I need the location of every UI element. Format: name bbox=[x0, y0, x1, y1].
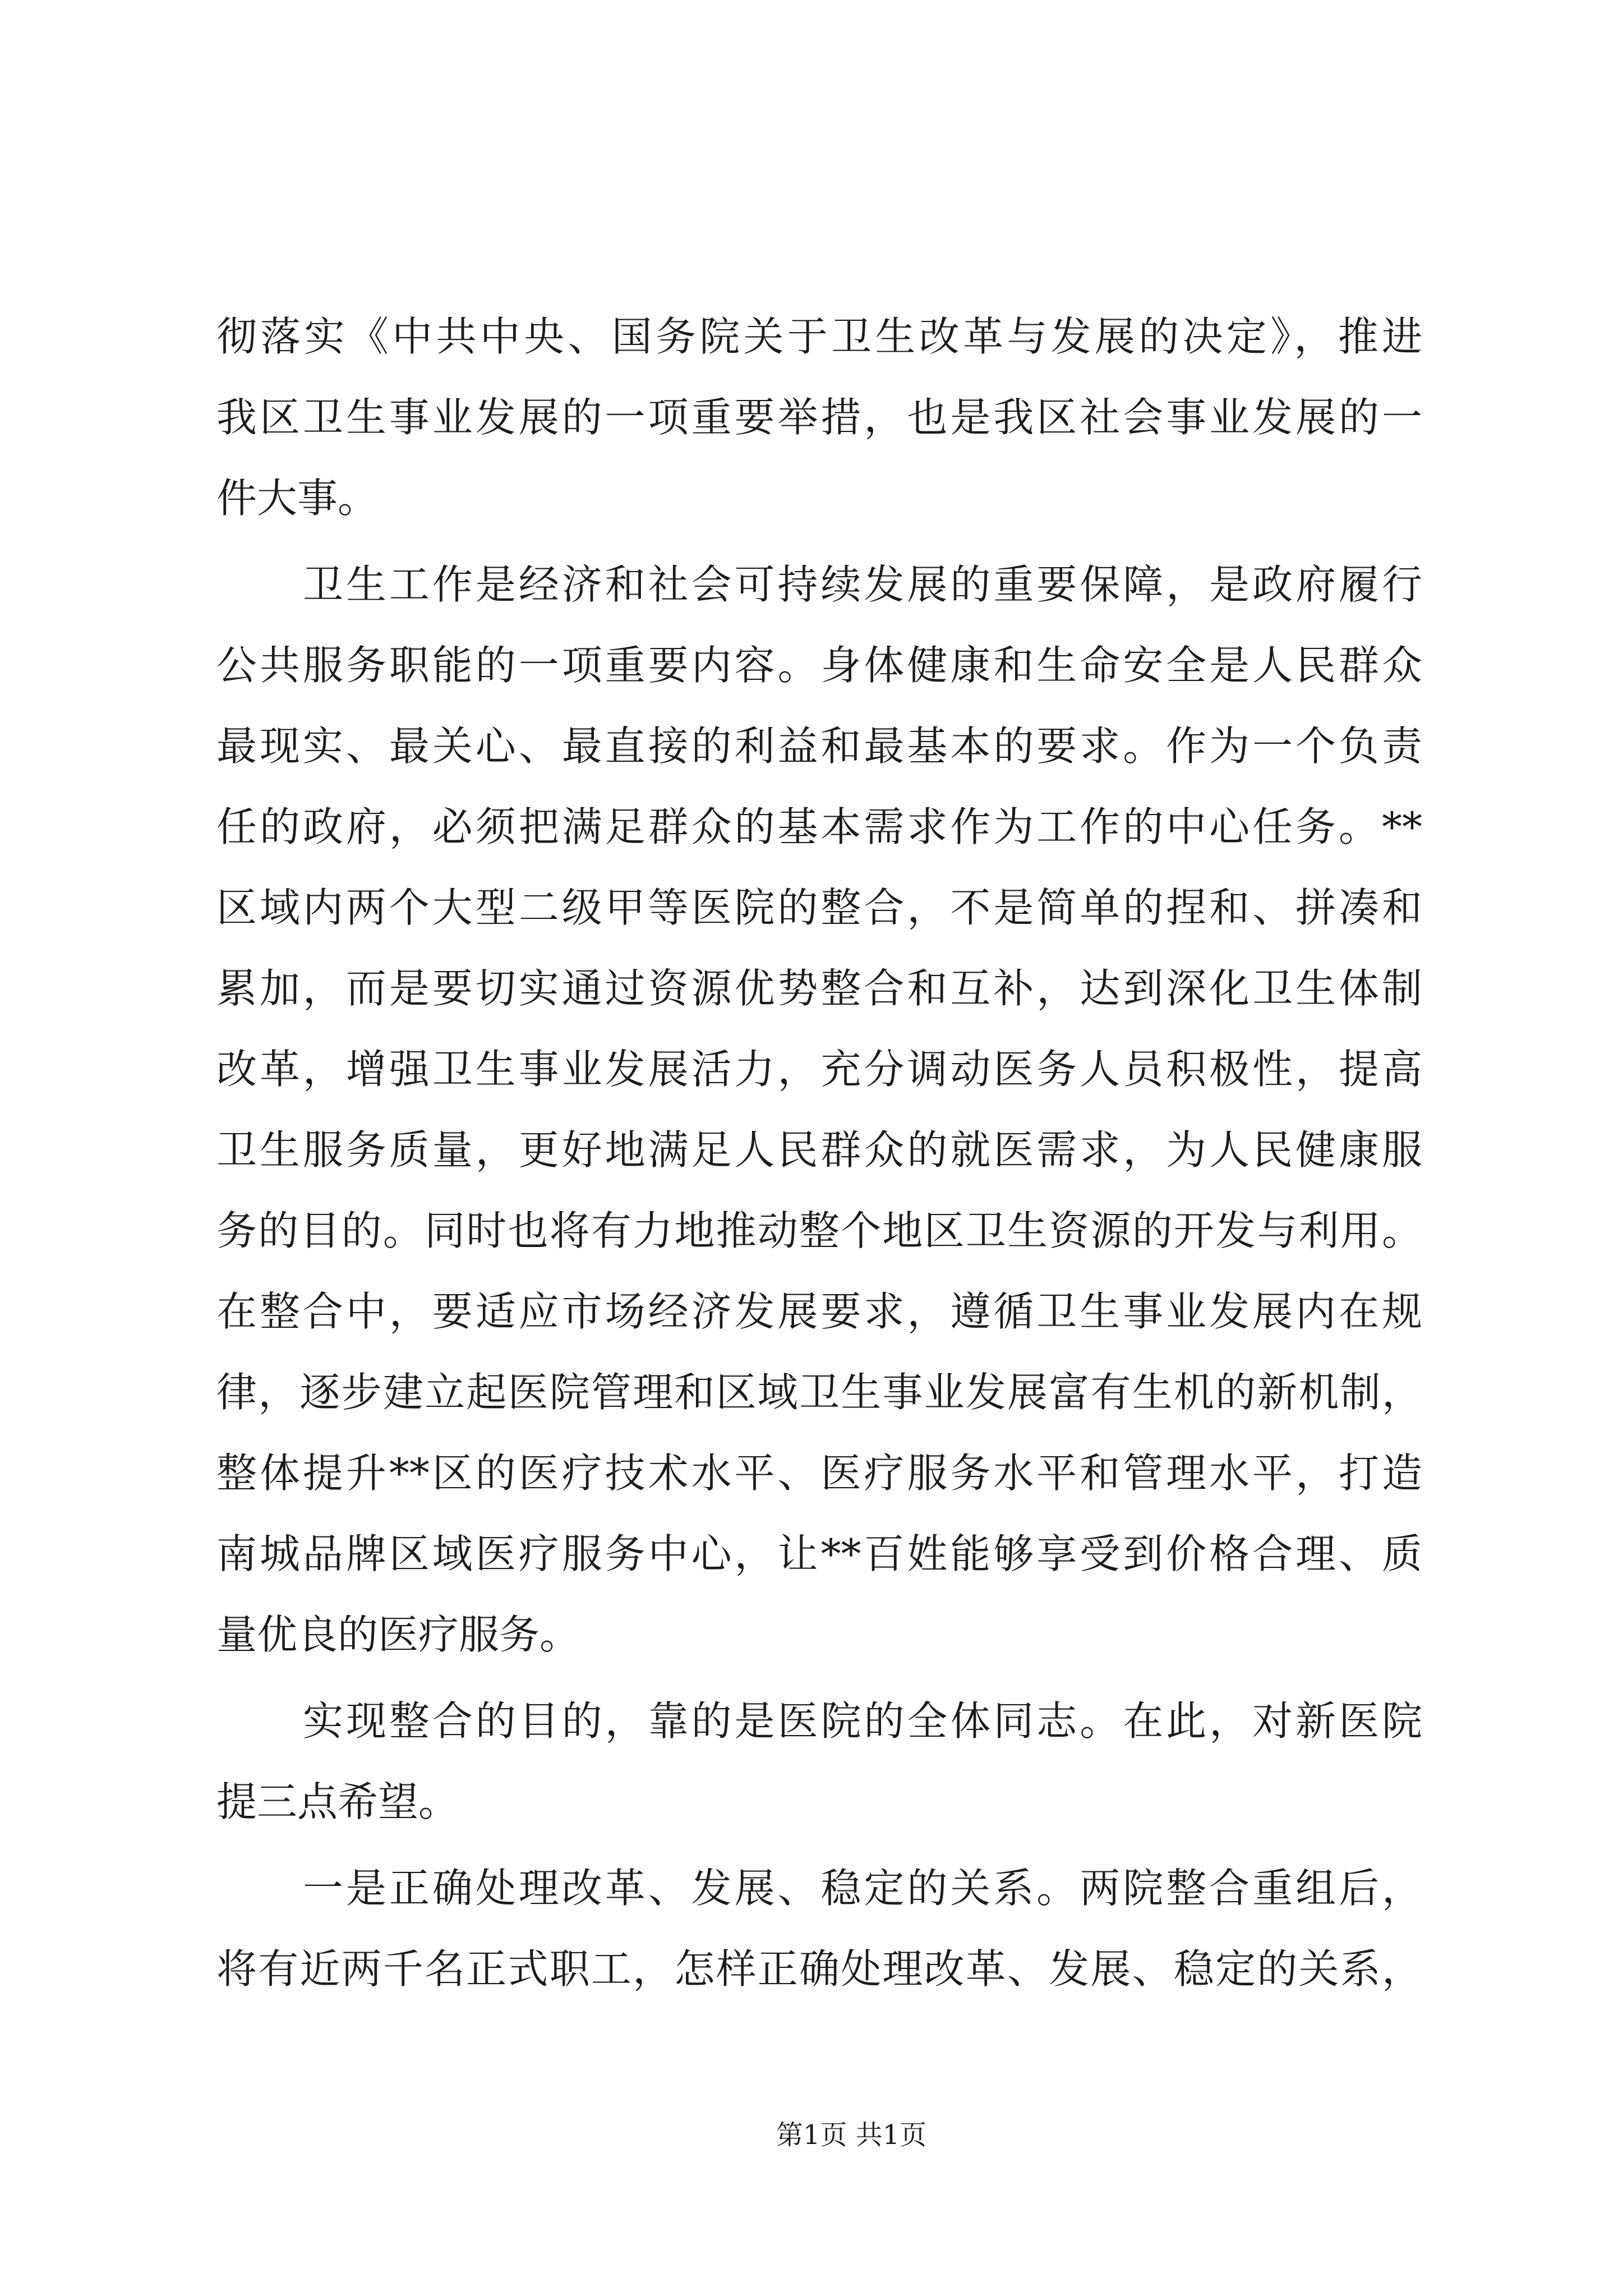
text-line: 量优良的医疗服务。 bbox=[216, 1611, 580, 1658]
text-line: 公共服务职能的一项重要内容。身体健康和生命安全是人民群众 bbox=[216, 642, 1422, 689]
text-line: 整体提升**区的医疗技术水平、医疗服务水平和管理水平，打造 bbox=[216, 1450, 1422, 1497]
text-line: 将有近两千名正式职工，怎样正确处理改革、发展、稳定的关系， bbox=[216, 1945, 1422, 1993]
text-line: 一是正确处理改革、发展、稳定的关系。两院整合重组后， bbox=[303, 1865, 1422, 1912]
text-line: 最现实、最关心、最直接的利益和最基本的要求。作为一个负责 bbox=[216, 723, 1422, 770]
page-footer: 第1页 共1页 bbox=[776, 2119, 927, 2151]
document-body bbox=[216, 296, 1422, 2009]
text-line: 在整合中，要适应市场经济发展要求，遵循卫生事业发展内在规 bbox=[216, 1288, 1422, 1335]
text-line: 实现整合的目的，靠的是医院的全体同志。在此，对新医院 bbox=[303, 1697, 1422, 1745]
text-line: 南城品牌区域医疗服务中心，让**百姓能够享受到价格合理、质 bbox=[216, 1530, 1422, 1577]
text-line: 累加，而是要切实通过资源优势整合和互补，达到深化卫生体制 bbox=[216, 965, 1422, 1012]
text-line: 区域内两个大型二级甲等医院的整合，不是简单的捏和、拼凑和 bbox=[216, 884, 1422, 931]
text-line: 律，逐步建立起医院管理和区域卫生事业发展富有生机的新机制， bbox=[216, 1369, 1422, 1416]
paragraph-4 bbox=[216, 1848, 1422, 2009]
text-line: 卫生工作是经济和社会可持续发展的重要保障，是政府履行 bbox=[303, 561, 1422, 608]
text-line: 改革，增强卫生事业发展活力，充分调动医务人员积极性，提高 bbox=[216, 1046, 1422, 1093]
paragraph-3 bbox=[216, 1681, 1422, 1842]
text-line: 提三点希望。 bbox=[216, 1778, 459, 1825]
text-line: 任的政府，必须把满足群众的基本需求作为工作的中心任务。** bbox=[216, 803, 1422, 850]
text-line: 务的目的。同时也将有力地推动整个地区卫生资源的开发与利用。 bbox=[216, 1207, 1422, 1254]
text-line: 彻落实《中共中央、国务院关于卫生改革与发展的决定》，推进 bbox=[216, 313, 1422, 360]
paragraph-2 bbox=[216, 544, 1422, 1675]
paragraph-1 bbox=[216, 296, 1422, 539]
text-line: 件大事。 bbox=[216, 475, 379, 522]
text-line: 卫生服务质量，更好地满足人民群众的就医需求，为人民健康服 bbox=[216, 1126, 1422, 1174]
text-line: 我区卫生事业发展的一项重要举措，也是我区社会事业发展的一 bbox=[216, 394, 1422, 441]
